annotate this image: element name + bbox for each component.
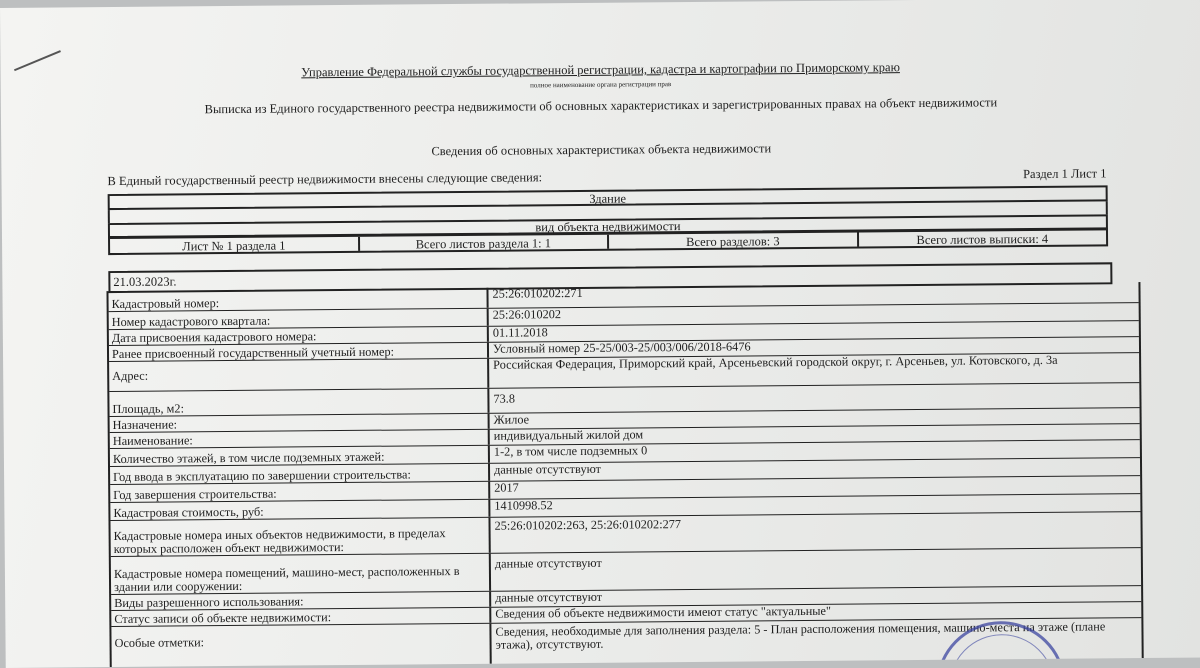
attr-label: Адрес: <box>109 359 489 391</box>
section-sheets-total: Всего листов раздела 1: 1 <box>360 235 610 251</box>
attr-value: данные отсутствуют <box>493 461 602 477</box>
attr-label: Ранее присвоенный государственный учетный номер: <box>109 343 489 361</box>
attr-label: Площадь, м2: <box>109 389 489 416</box>
attr-label: Статус записи об объекте недвижимости: <box>111 608 491 626</box>
attr-value: Сведения, необходимые для заполнения раздела: 5 - План расположения помещения, машино-места на этаже (плане этажа), отсутствуют. <box>495 619 1106 652</box>
attr-label: Номер кадастрового квартала: <box>109 309 489 329</box>
agency-caption: полное наименование органа регистрации прав <box>530 80 672 90</box>
attr-label: Количество этажей, в том числе подземных этажей: <box>110 446 490 466</box>
attr-label: Дата присвоения кадастрового номера: <box>109 327 489 345</box>
attributes-table <box>106 282 1143 667</box>
object-type-caption: вид объекта недвижимости <box>108 214 1108 238</box>
attr-label: Назначение: <box>110 414 490 432</box>
attr-label: Кадастровый номер: <box>108 288 488 311</box>
attr-value: 73.8 <box>493 391 516 406</box>
intro-text: В Единый государственный реестр недвижимости внесены следующие сведения: <box>107 170 543 189</box>
document-title: Выписка из Единого государственного реестра недвижимости об основных характеристиках и зарегистрированных правах на объект недвижимости <box>204 95 998 117</box>
sections-total: Всего разделов: 3 <box>609 233 859 249</box>
extract-date: 21.03.2023г. <box>108 262 1112 293</box>
attr-label: Год завершения строительства: <box>110 482 490 502</box>
attr-value: Условный номер 25-25/003-25/003/006/2018-6476 <box>492 339 751 356</box>
attr-value: 1-2, в том числе подземных 0 <box>493 443 648 459</box>
attr-value: данные отсутствуют <box>494 555 602 571</box>
attr-label: Наименование: <box>110 430 490 448</box>
attr-value: 1410998.52 <box>494 498 553 513</box>
attr-value: индивидуальный жилой дом <box>493 427 644 443</box>
attr-label: Кадастровая стоимость, руб: <box>110 500 490 520</box>
attr-label: Кадастровые номера помещений, машино-мест, расположенных в здании или сооружении: <box>111 554 491 594</box>
attr-label: Год ввода в эксплуатацию по завершении строительства: <box>110 464 490 484</box>
attr-value: Российская Федерация, Приморский край, Арсеньевский городской округ, г. Арсеньев, ул. Котовского, д. 3а <box>493 353 1058 372</box>
attr-value: 2017 <box>494 480 519 495</box>
attr-label: Виды разрешенного использования: <box>111 592 491 610</box>
attr-value: 25:26:010202 <box>492 307 562 322</box>
attr-label: Особые отметки: <box>111 624 491 667</box>
attr-value: 25:26:010202:271 <box>492 285 583 301</box>
document-subtitle: Сведения об основных характеристиках объекта недвижимости <box>431 141 772 159</box>
attr-value: 25:26:010202:263, 25:26:010202:277 <box>494 517 682 533</box>
attr-label: Кадастровые номера иных объектов недвижимости, в пределах которых расположен объект недвижимости: <box>110 518 490 556</box>
attr-value: Жилое <box>493 412 530 427</box>
agency-name: Управление Федеральной службы государственной регистрации, кадастра и картографии по Приморскому краю <box>301 60 900 80</box>
sheet-number: Лист № 1 раздела 1 <box>110 237 360 253</box>
attr-value: Сведения об объекте недвижимости имеют статус "актуальные" <box>495 603 832 621</box>
section-reference: Раздел 1 Лист 1 <box>1023 166 1107 182</box>
extract-sheets-total: Всего листов выписки: 4 <box>916 231 1049 248</box>
attr-value: данные отсутствуют <box>495 589 603 605</box>
attr-value: 01.11.2018 <box>492 325 548 340</box>
object-type: Здание <box>108 185 1108 210</box>
